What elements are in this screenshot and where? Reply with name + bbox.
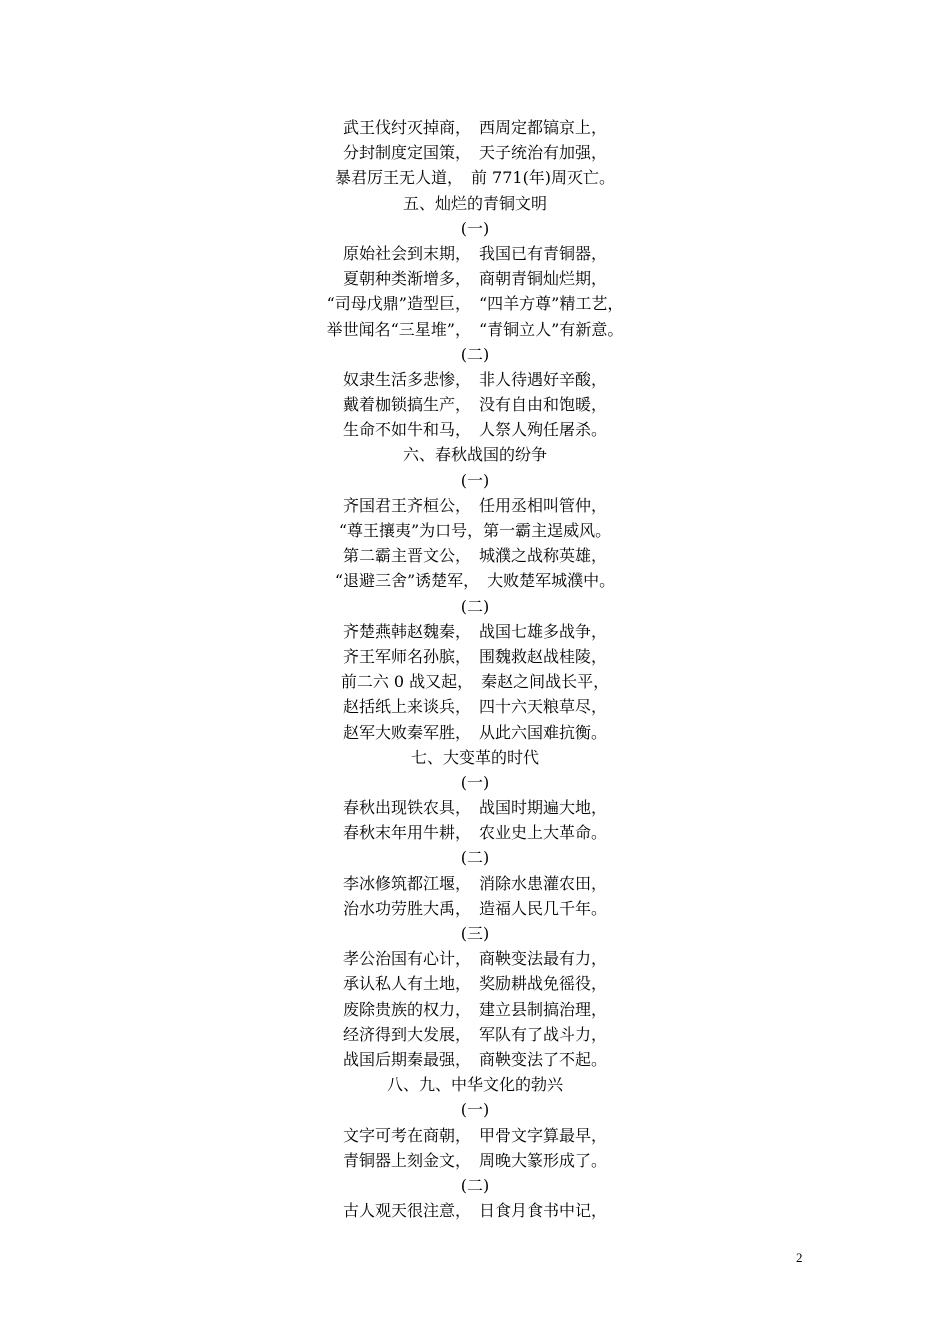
text-line: 孝公治国有心计， 商鞅变法最有力， (342, 949, 607, 969)
page-number: 2 (796, 1250, 803, 1265)
text-line: 经济得到大发展， 军队有了战斗力， (342, 1024, 607, 1044)
text-line: 五、灿烂的青铜文明 (402, 193, 547, 213)
text-line: 前二六 0 战又起， 秦赵之间战长平， (340, 672, 610, 692)
text-line: 齐王军师名孙膑， 围魏救赵战桂陵， (342, 646, 607, 666)
poem-text (0, 115, 950, 1223)
text-line: (二) (460, 1175, 490, 1195)
text-line: 夏朝种类渐增多， 商朝青铜灿烂期， (342, 269, 607, 289)
text-line: (二) (460, 848, 490, 868)
text-line: (一) (460, 470, 490, 490)
text-line: 原始社会到末期， 我国已有青铜器， (342, 243, 607, 263)
text-line: (一) (460, 218, 490, 238)
text-line: 治水功劳胜大禹， 造福人民几千年。 (342, 898, 607, 918)
text-line: 六、春秋战国的纷争 (402, 445, 547, 465)
text-line: 第二霸主晋文公， 城濮之战称英雄， (342, 546, 607, 566)
text-line: 举世闻名“三星堆”， “青铜立人”有新意。 (326, 319, 624, 339)
text-line: 生命不如牛和马， 人祭人殉任屠杀。 (342, 420, 607, 440)
text-line: (二) (460, 596, 490, 616)
text-line: 赵括纸上来谈兵， 四十六天粮草尽， (342, 697, 607, 717)
text-line: 废除贵族的权力， 建立县制搞治理， (342, 999, 607, 1019)
text-line: 武王伐纣灭掉商， 西周定都镐京上， (342, 118, 607, 137)
text-line: 文字可考在商朝， 甲骨文字算最早， (342, 1125, 607, 1145)
text-line: 齐楚燕韩赵魏秦， 战国七雄多战争， (342, 621, 607, 641)
text-line: (三) (460, 924, 490, 943)
text-line: (一) (460, 1100, 490, 1120)
text-line: 奴隶生活多悲惨， 非人待遇好辛酸， (342, 369, 607, 389)
text-line: 青铜器上刻金文， 周晚大篆形成了。 (342, 1150, 607, 1170)
text-line: 分封制度定国策， 天子统治有加强， (342, 143, 607, 163)
text-line: “尊王攘夷”为口号，第一霸主逞威风。 (338, 521, 612, 540)
text-line: 戴着枷锁搞生产， 没有自由和饱暖， (342, 395, 607, 415)
text-line: 春秋末年用牛耕， 农业史上大革命。 (342, 823, 607, 843)
text-line: “退避三舍”诱楚军， 大败楚军城濮中。 (334, 571, 616, 591)
text-line: 八、九、中华文化的勃兴 (386, 1075, 563, 1095)
text-line: 赵军大败秦军胜， 从此六国难抗衡。 (342, 722, 607, 742)
text-line: 古人观天很注意， 日食月食书中记， (342, 1201, 607, 1221)
text-line: (一) (460, 772, 490, 792)
text-line: 承认私人有土地， 奖励耕战免徭役， (342, 974, 607, 994)
text-line: 暴君厉王无人道， 前 771(年)周灭亡。 (334, 168, 616, 188)
text-line: “司母戊鼎”造型巨， “四羊方尊”精工艺， (326, 294, 624, 314)
text-line: 齐国君王齐桓公， 任用丞相叫管仲， (342, 495, 607, 515)
text-line: 春秋出现铁农具， 战国时期遍大地， (342, 798, 607, 818)
text-line: 七、大变革的时代 (410, 747, 539, 767)
text-line: (二) (460, 344, 490, 364)
text-line: 李冰修筑都江堰， 消除水患灌农田， (342, 873, 607, 893)
text-line: 战国后期秦最强， 商鞅变法了不起。 (342, 1049, 607, 1069)
